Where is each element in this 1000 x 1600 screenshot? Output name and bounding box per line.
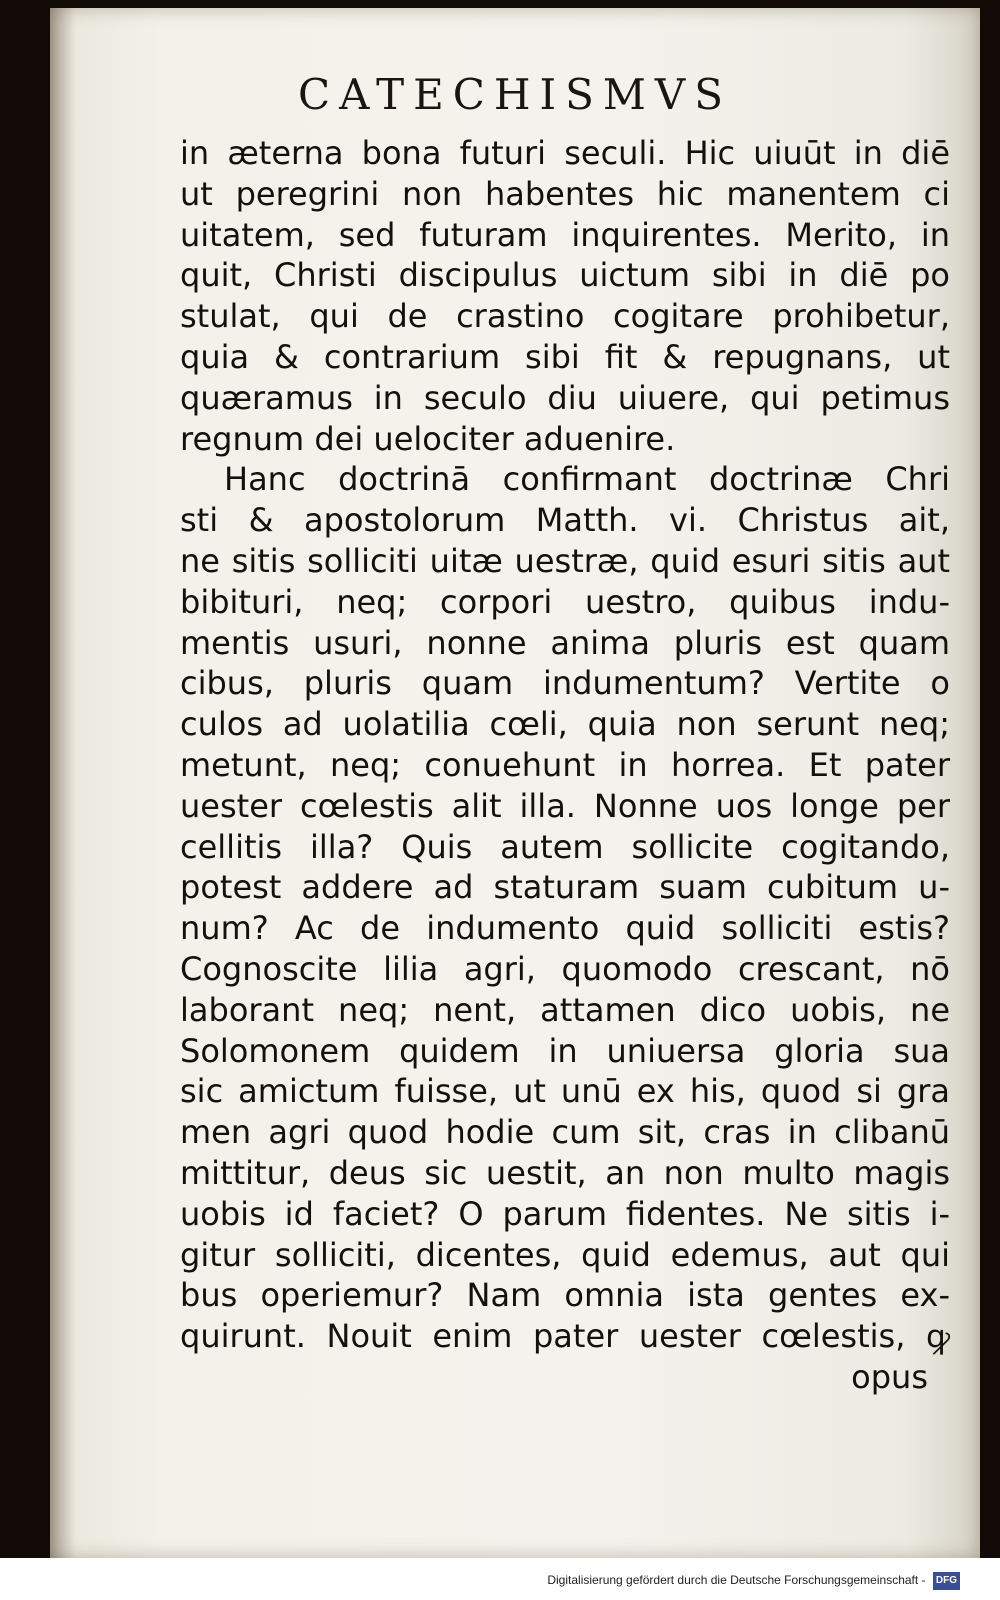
text-line: potest addere ad staturam suam cubitum u- — [180, 868, 950, 907]
text-line: metunt, neq; conuehunt in horrea. Et pater — [180, 745, 950, 784]
text-line: Hanc doctrinā confirmant doctrinæ Chri — [224, 460, 950, 499]
text-line: Solomonem quidem in uniuersa gloria sua — [180, 1031, 950, 1070]
text-line: quirunt. Nouit enim pater uester cœlestis, ꝙ — [180, 1317, 950, 1356]
text-line: culos ad uolatilia cœli, quia non serunt neq; — [180, 705, 950, 744]
text-line: quit, Christi discipulus uictum sibi in diē po — [180, 256, 950, 295]
text-line: quia & contrarium sibi fit & repugnans, ut — [180, 337, 950, 376]
text-line: gitur solliciti, dicentes, quid edemus, aut qui — [180, 1235, 950, 1274]
text-line: num? Ac de indumento quid solliciti estis? — [180, 909, 950, 948]
text-line: cibus, pluris quam indumentum? Vertite o — [180, 664, 950, 703]
text-line: in æterna bona futuri seculi. Hic uiuūt in diē — [180, 134, 950, 172]
text-line: uitatem, sed futuram inquirentes. Merito, in — [180, 215, 950, 254]
text-line: stulat, qui de crastino cogitare prohibetur, — [180, 297, 950, 336]
text-line: sic amictum fuisse, ut unū ex his, quod si gra — [180, 1072, 950, 1111]
text-line: men agri quod hodie cum sit, cras in clibanū — [180, 1113, 950, 1152]
text-line: bus operiemur? Nam omnia ista gentes ex- — [180, 1276, 950, 1315]
text-line: Cognoscite lilia agri, quomodo crescant, nō — [180, 949, 950, 988]
text-line: mittitur, deus sic uestit, an non multo magis — [180, 1153, 950, 1192]
text-line: mentis usuri, nonne anima pluris est quam — [180, 623, 950, 662]
book-page — [50, 8, 980, 1558]
text-line: regnum dei uelociter aduenire. — [180, 419, 676, 458]
digitization-credit: Digitalisierung gefördert durch die Deutsche Forschungsgemeinschaft - — [547, 1573, 926, 1588]
running-title: CATECHISMVS — [297, 70, 733, 119]
text-line: sti & apostolorum Matth. vi. Christus ait, — [180, 501, 950, 540]
text-line: uobis id faciet? O parum fidentes. Ne sitis i- — [180, 1194, 950, 1233]
text-line: bibituri, neq; corpori uestro, quibus indu- — [180, 582, 950, 621]
catchword: opus — [851, 1357, 928, 1396]
text-line: ut peregrini non habentes hic manentem ci — [180, 174, 950, 213]
text-line: uester cœlestis alit illa. Nonne uos longe per — [180, 786, 950, 825]
digitization-credit-bar — [0, 1558, 1000, 1600]
text-line: cellitis illa? Quis autem sollicite cogitando, — [180, 827, 950, 866]
text-line: laborant neq; nent, attamen dico uobis, ne — [180, 990, 950, 1029]
text-line: ne sitis solliciti uitæ uestræ, quid esuri sitis aut — [180, 541, 950, 580]
page-body-text — [180, 133, 950, 1398]
dfg-logo: DFG — [933, 1572, 960, 1590]
text-line: quæramus in seculo diu uiuere, qui petimus — [180, 378, 950, 417]
